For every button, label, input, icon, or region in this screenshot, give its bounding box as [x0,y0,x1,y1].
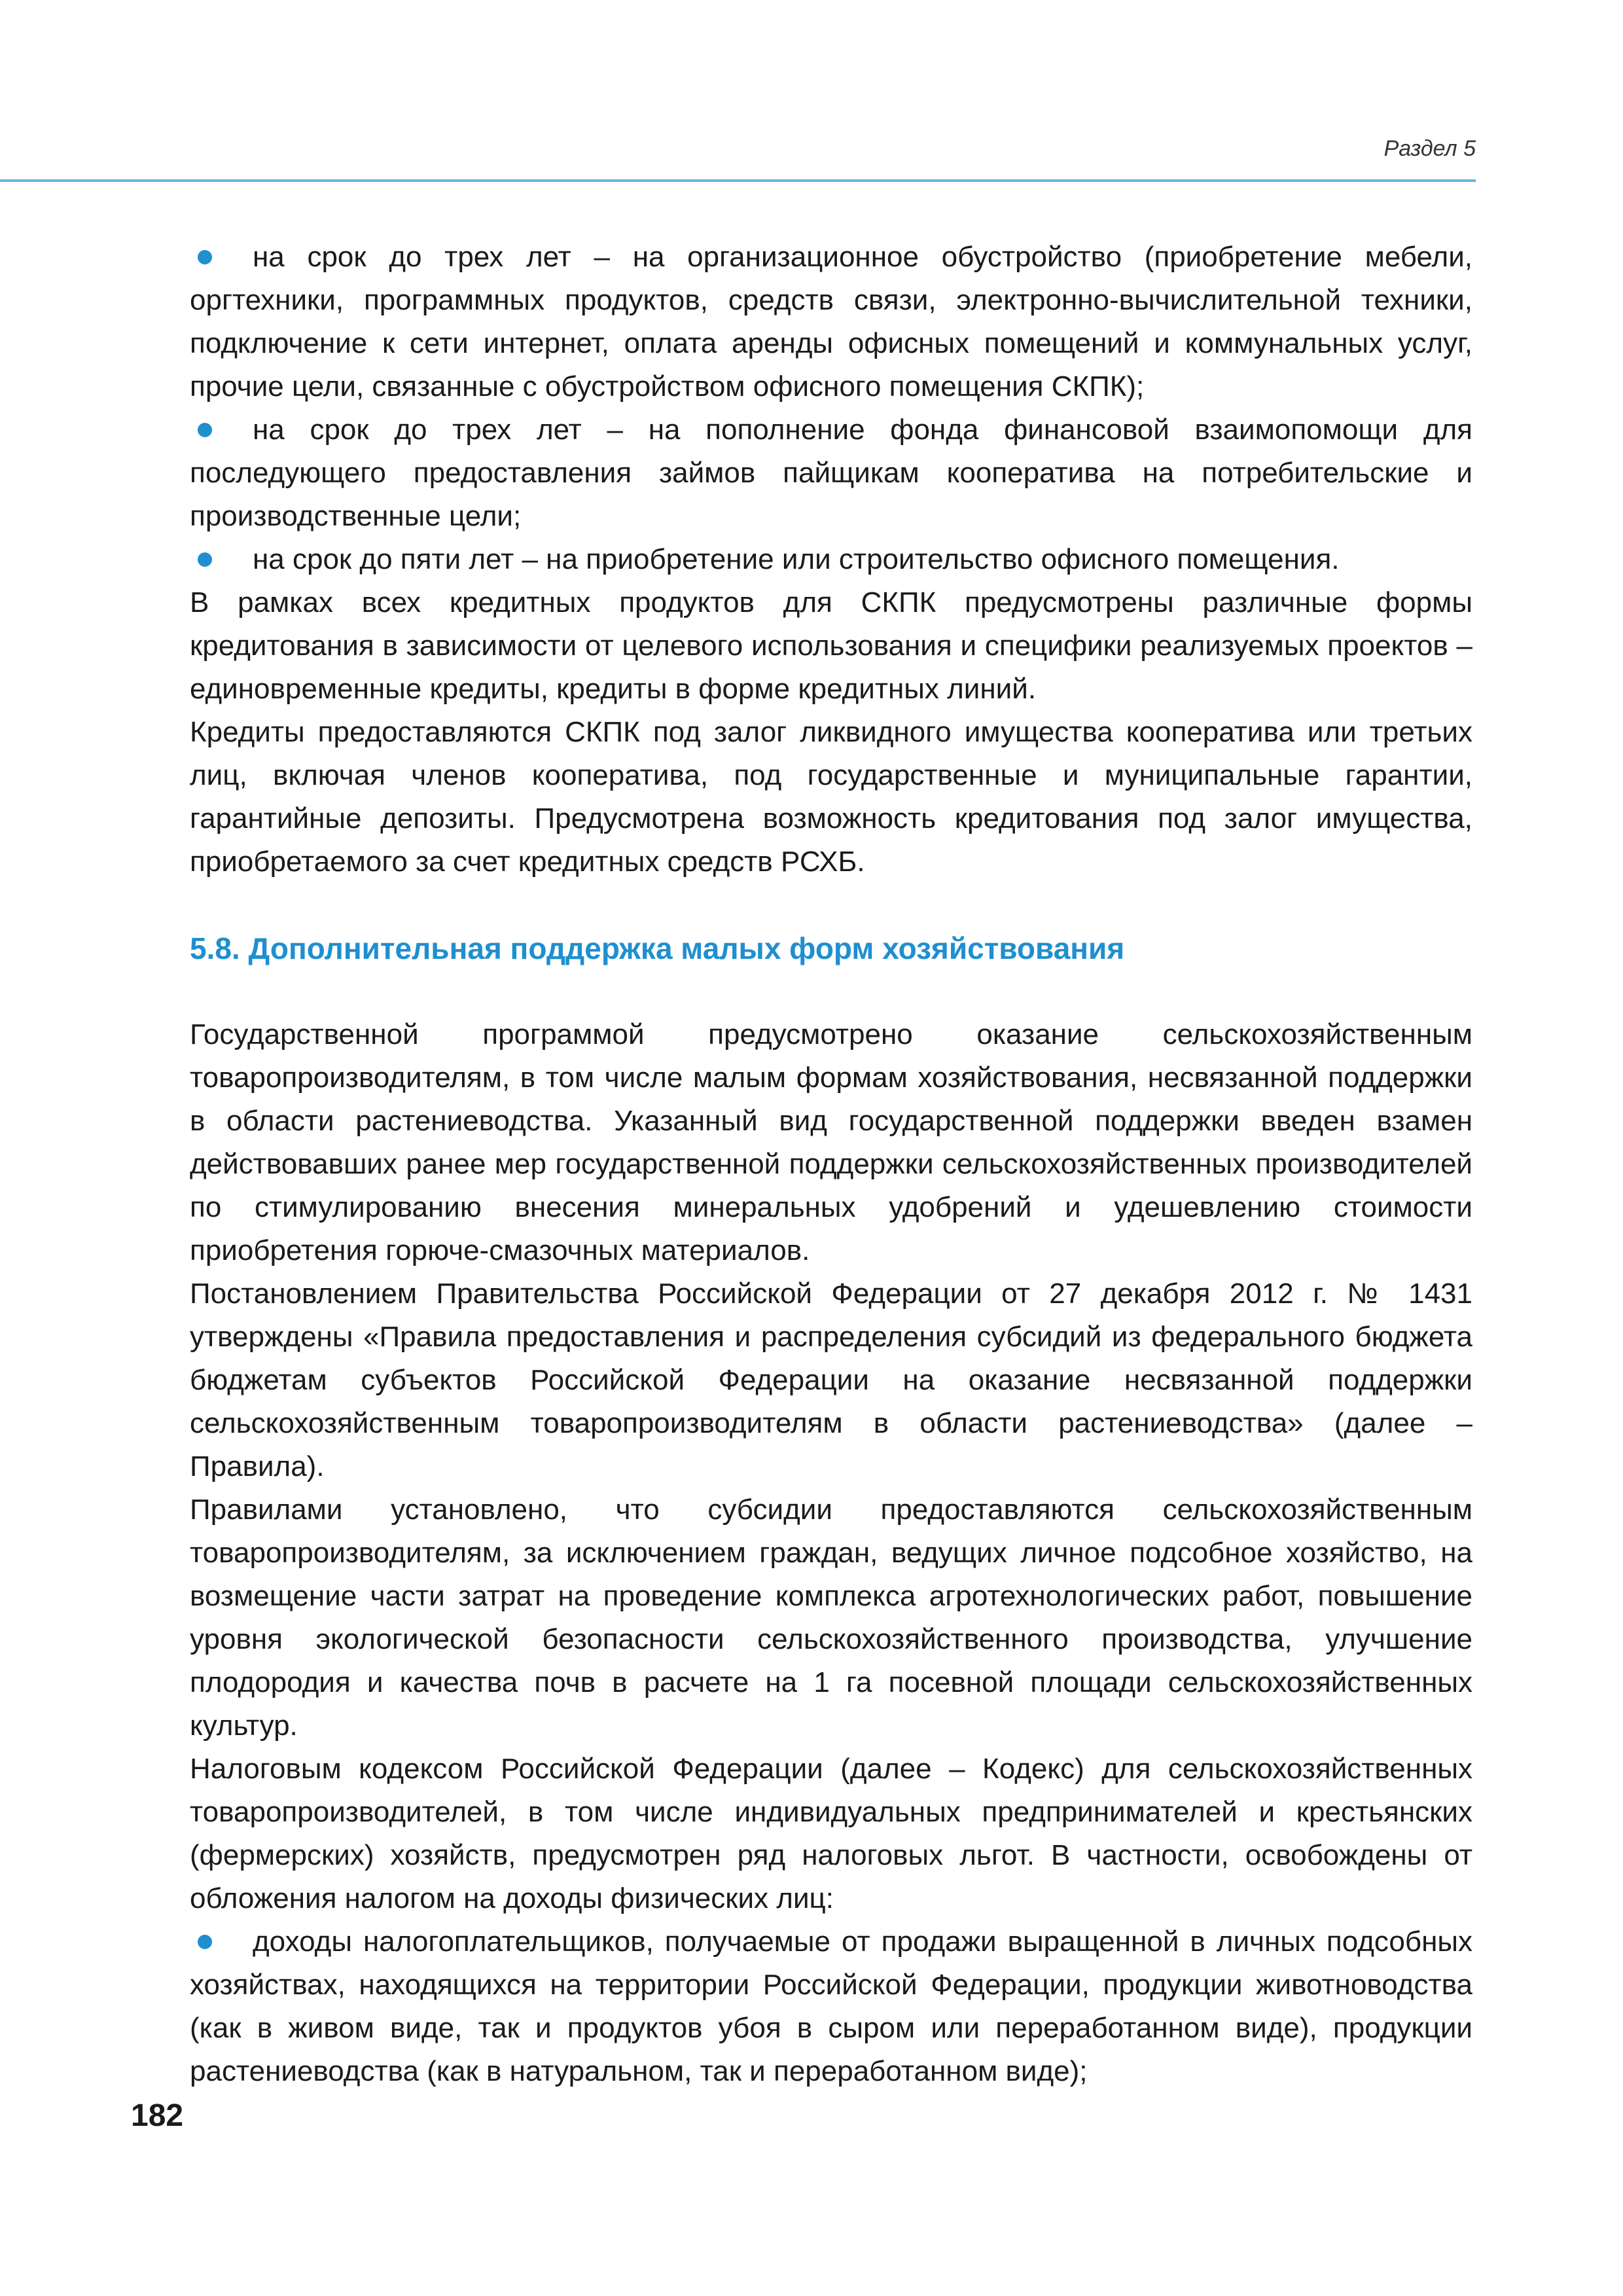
bullet-icon [198,552,212,567]
bullet-text: на срок до трех лет – на организационное обустройство (приобретение мебели, оргтехники, программных продуктов, средств связи, электронно-вычислительной техники, подключение к сети интернет, оплата аренды офисных помещений и коммунальных услуг, прочие цели, связанные с обустройством офисного помещения СКПК); [190,241,1472,403]
page-number: 182 [131,2098,184,2133]
paragraph: Налоговым кодексом Российской Федерации (далее – Кодекс) для сельскохозяйственных товаропроизводителей, в том числе индивидуальных предпринимателей и крестьянских (фермерских) хозяйств, предусмотрен ряд налоговых льгот. В частности, освобождены от обложения налогом на доходы физических лиц: [190,1753,1472,1914]
paragraph: В рамках всех кредитных продуктов для СКПК предусмотрены различные формы кредитования в зависимости от целевого использования и специфики реализуемых проектов – единовременные кредиты, кредиты в форме кредитных линий. [190,586,1472,705]
bullet-icon [198,250,212,264]
paragraph: Государственной программой предусмотрено оказание сельскохозяйственным товаропроизводителям, в том числе малым формам хозяйствования, несвязанной поддержки в области растениеводства. Указанный вид государственной поддержки введен взамен действовавших ранее мер государственной поддержки сельскохозяйственных производителей по стимулированию внесения минеральных удобрений и удешевлению стоимости приобретения горюче-смазочных материалов. [190,1018,1472,1266]
paragraph: Правилами установлено, что субсидии предоставляются сельскохозяйственным товаропроизводителям, за исключением граждан, ведущих личное подсобное хозяйство, на возмещение части затрат на проведение комплекса агротехнологических работ, повышение уровня экологической безопасности сельскохозяйственного производства, улучшение плодородия и качества почв в расчете на 1 га посевной площади сельскохозяйственных культур. [190,1494,1472,1742]
bullet-item [190,538,1472,581]
bullet-icon [198,423,212,437]
header-rule [0,179,1476,182]
paragraph: Кредиты предоставляются СКПК под залог ликвидного имущества кооператива или третьих лиц, включая членов кооператива, под государственные и муниципальные гарантии, гарантийные депозиты. Предусмотрена возможность кредитования под залог имущества, приобретаемого за счет кредитных средств РСХБ. [190,716,1472,878]
bullet-text: доходы налогоплательщиков, получаемые от продажи выращенной в личных подсобных хозяйствах, находящихся на территории Российской Федерации, продукции животноводства (как в живом виде, так и продуктов убоя в сыром или переработанном виде), продукции растениеводства (как в натуральном, так и переработанном виде); [190,1926,1472,2087]
bullet-icon [198,1935,212,1949]
bullet-item [190,236,1472,408]
bullet-text: на срок до пяти лет – на приобретение или строительство офисного помещения. [253,543,1340,575]
section-label: Раздел 5 [1383,136,1476,161]
bullet-item [190,1920,1472,2093]
paragraph: Постановлением Правительства Российской Федерации от 27 декабря 2012 г. № 1431 утверждены «Правила предоставления и распределения субсидий из федерального бюджета бюджетам субъектов Российской Федерации на оказание несвязанной поддержки сельскохозяйственным товаропроизводителям в области растениеводства» (далее – Правила). [190,1278,1472,1482]
section-title: 5.8. Дополнительная поддержка малых форм хозяйствования [190,931,1125,965]
bullet-text: на срок до трех лет – на пополнение фонда финансовой взаимопомощи для последующего предоставления займов пайщикам кооператива на потребительские и производственные цели; [190,414,1472,532]
page-content [190,236,1472,2093]
bullet-item [190,408,1472,538]
